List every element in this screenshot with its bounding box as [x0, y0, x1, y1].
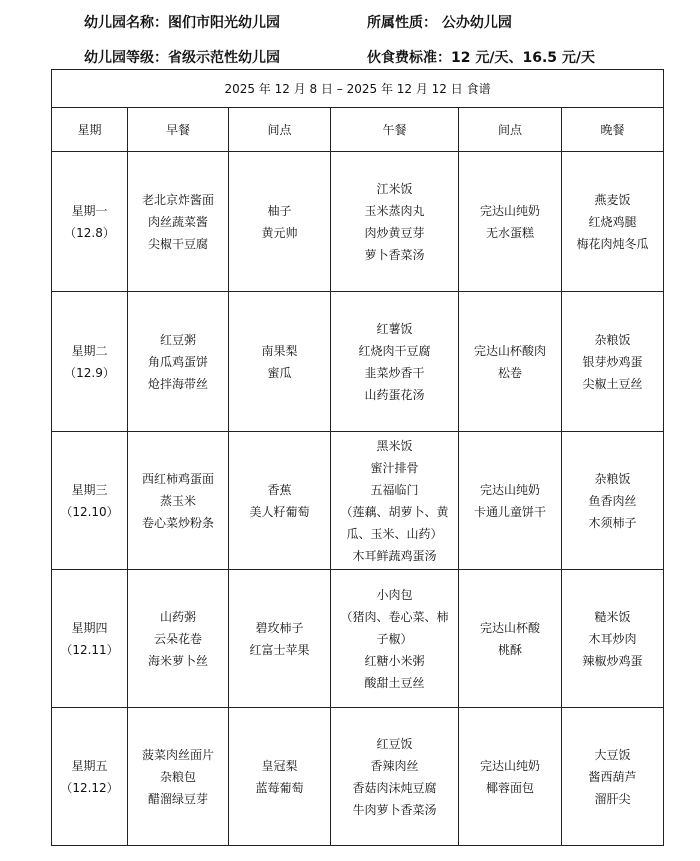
menu-item: 美人籽葡萄: [249, 504, 310, 519]
menu-item: 木耳鲜蔬鸡蛋汤: [352, 548, 437, 563]
menu-item: 牛肉萝卜香菜汤: [352, 802, 437, 817]
menu-item: 蜜汁排骨: [370, 460, 419, 475]
table-row: [52, 292, 664, 432]
menu-item: 西红柿鸡蛋面: [141, 471, 214, 486]
menu-item: 柚子: [267, 203, 292, 218]
table-row: [52, 708, 664, 846]
day-cell: [52, 432, 128, 570]
day-name: 星期二: [71, 343, 108, 358]
snack-am-cell: [229, 432, 331, 570]
table-row: [52, 570, 664, 708]
menu-item: 醋溜绿豆芽: [147, 791, 208, 806]
table-row: [52, 152, 664, 292]
menu-item: 炝拌海带丝: [147, 376, 208, 391]
menu-item: （莲藕、胡萝卜、黄: [340, 504, 449, 519]
day-date: （12.12）: [60, 780, 119, 795]
breakfast-cell: [128, 432, 229, 570]
menu-item: 蜜瓜: [267, 365, 292, 380]
menu-item: 木须柿子: [588, 515, 637, 530]
menu-item: 萝卜香菜汤: [364, 247, 425, 262]
menu-item: 完达山杯酸肉: [473, 343, 546, 358]
day-date: （12.9）: [64, 365, 115, 380]
menu-item: 碧玫柿子: [255, 620, 304, 635]
menu-item: 红豆饭: [376, 736, 413, 751]
lunch-cell: [331, 570, 459, 708]
menu-item: 红糖小米粥: [364, 653, 425, 668]
menu-item: 糙米饭: [594, 609, 631, 624]
menu-item: 香蕉: [267, 482, 292, 497]
column-header-day: 星期: [52, 108, 128, 152]
menu-item: 江米饭: [376, 181, 413, 196]
menu-item: 红富士苹果: [249, 642, 310, 657]
menu-item: 卷心菜炒粉条: [141, 515, 214, 530]
day-date: （12.11）: [60, 642, 119, 657]
day-name: 星期五: [71, 758, 108, 773]
menu-item: 尖椒干豆腐: [147, 236, 208, 251]
menu-item: 红薯饭: [376, 321, 413, 336]
menu-item: 肉丝蔬菜酱: [147, 214, 208, 229]
menu-caption: 2025 年 12 月 8 日 – 2025 年 12 月 12 日 食谱: [52, 70, 664, 108]
menu-item: 蓝莓葡萄: [255, 780, 304, 795]
day-name: 星期四: [71, 620, 108, 635]
menu-item: 云朵花卷: [153, 631, 202, 646]
menu-item: 银芽炒鸡蛋: [582, 354, 643, 369]
lunch-cell: [331, 292, 459, 432]
menu-item: 海米萝卜丝: [147, 653, 208, 668]
menu-item: 韭菜炒香干: [364, 365, 425, 380]
day-cell: [52, 152, 128, 292]
day-cell: [52, 292, 128, 432]
column-header-snack-am: 间点: [229, 108, 331, 152]
school-name: 幼儿园名称：图们市阳光幼儿园: [84, 15, 280, 31]
column-header-snack-pm: 间点: [459, 108, 562, 152]
day-date: （12.8）: [64, 225, 115, 240]
menu-item: 南果梨: [261, 343, 298, 358]
menu-item: 燕麦饭: [594, 192, 631, 207]
snack-am-cell: [229, 570, 331, 708]
menu-item: 香辣肉丝: [370, 758, 419, 773]
column-header-breakfast: 早餐: [128, 108, 229, 152]
menu-item: 小肉包: [376, 587, 413, 602]
menu-item: 梅花肉炖冬瓜: [576, 236, 649, 251]
breakfast-cell: [128, 570, 229, 708]
menu-item: 杂粮饭: [594, 332, 631, 347]
menu-item: 酱西葫芦: [588, 769, 637, 784]
menu-item: 瓜、玉米、山药）: [346, 526, 443, 541]
menu-item: 完达山纯奶: [479, 203, 540, 218]
meal-fee: 伙食费标准：12 元/天、16.5 元/天: [367, 50, 595, 66]
menu-item: 木耳炒肉: [588, 631, 637, 646]
menu-item: 皇冠梨: [261, 758, 298, 773]
menu-item: 黑米饭: [376, 438, 413, 453]
day-cell: [52, 570, 128, 708]
school-nature: 所属性质： 公办幼儿园: [367, 15, 512, 31]
snack-pm-cell: [459, 570, 562, 708]
menu-item: 辣椒炒鸡蛋: [582, 653, 643, 668]
menu-item: 蒸玉米: [159, 493, 196, 508]
menu-item: 红烧鸡腿: [588, 214, 637, 229]
menu-item: 玉米蒸肉丸: [364, 203, 425, 218]
header-row: [52, 108, 664, 152]
menu-item: （猪肉、卷心菜、柿: [340, 609, 449, 624]
menu-body: [52, 152, 664, 846]
dinner-cell: [562, 708, 664, 846]
menu-table: [51, 69, 664, 846]
menu-item: 子椒）: [376, 631, 413, 646]
menu-item: 完达山纯奶: [479, 758, 540, 773]
breakfast-cell: [128, 292, 229, 432]
day-name: 星期一: [71, 203, 108, 218]
menu-item: 香菇肉沫炖豆腐: [352, 780, 437, 795]
menu-item: 山药粥: [159, 609, 196, 624]
breakfast-cell: [128, 152, 229, 292]
menu-item: 无水蛋糕: [485, 225, 534, 240]
school-level: 幼儿园等级：省级示范性幼儿园: [84, 50, 280, 66]
snack-am-cell: [229, 292, 331, 432]
menu-item: 肉炒黄豆芽: [364, 225, 425, 240]
snack-am-cell: [229, 152, 331, 292]
dinner-cell: [562, 432, 664, 570]
table-row: [52, 432, 664, 570]
menu-item: 黄元帅: [261, 225, 298, 240]
menu-item: 尖椒土豆丝: [582, 376, 643, 391]
lunch-cell: [331, 708, 459, 846]
snack-pm-cell: [459, 292, 562, 432]
menu-item: 松卷: [497, 365, 522, 380]
menu-item: 完达山杯酸: [479, 620, 540, 635]
menu-item: 红烧肉干豆腐: [358, 343, 431, 358]
menu-item: 完达山纯奶: [479, 482, 540, 497]
snack-pm-cell: [459, 708, 562, 846]
menu-item: 桃酥: [497, 642, 522, 657]
dinner-cell: [562, 570, 664, 708]
menu-item: 大豆饭: [594, 747, 631, 762]
day-cell: [52, 708, 128, 846]
menu-item: 老北京炸酱面: [141, 192, 214, 207]
menu-item: 杂粮包: [159, 769, 196, 784]
day-date: （12.10）: [60, 504, 119, 519]
menu-item: 鱼香肉丝: [588, 493, 637, 508]
dinner-cell: [562, 292, 664, 432]
menu-item: 山药蛋花汤: [364, 387, 425, 402]
dinner-cell: [562, 152, 664, 292]
breakfast-cell: [128, 708, 229, 846]
snack-am-cell: [229, 708, 331, 846]
menu-item: 红豆粥: [159, 332, 196, 347]
menu-item: 杂粮饭: [594, 471, 631, 486]
lunch-cell: [331, 152, 459, 292]
snack-pm-cell: [459, 432, 562, 570]
lunch-cell: [331, 432, 459, 570]
column-header-lunch: 午餐: [331, 108, 459, 152]
snack-pm-cell: [459, 152, 562, 292]
column-header-dinner: 晚餐: [562, 108, 664, 152]
menu-item: 椰蓉面包: [485, 780, 534, 795]
menu-item: 卡通儿童饼干: [473, 504, 546, 519]
menu-item: 角瓜鸡蛋饼: [147, 354, 208, 369]
menu-item: 酸甜土豆丝: [364, 675, 425, 690]
menu-item: 菠菜肉丝面片: [141, 747, 214, 762]
day-name: 星期三: [71, 482, 108, 497]
menu-item: 溜肝尖: [594, 791, 631, 806]
menu-item: 五福临门: [370, 482, 419, 497]
